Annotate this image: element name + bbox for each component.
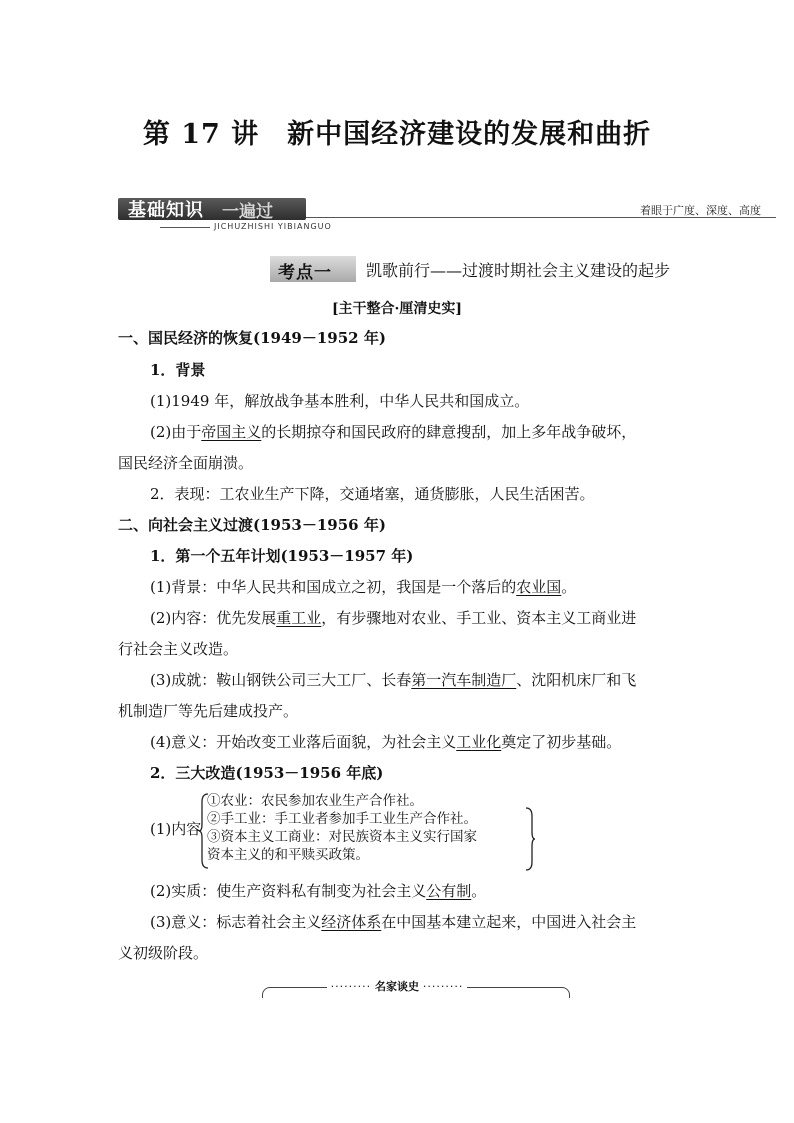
text-span: (1)背景：中华人民共和国成立之初，我国是一个落后的 — [150, 578, 517, 596]
sec2-item1-heading: 1．第一个五年计划(1953－1957 年) — [150, 547, 414, 565]
brace-item-commerce: ③资本主义工商业：对民族资本主义实行国家 — [207, 829, 477, 845]
sec1-item1-heading: 1．背景 — [150, 361, 206, 379]
underlined-term: 农业国 — [516, 578, 562, 596]
sec1-paragraph2-cont: 国民经济全面崩溃。 — [118, 454, 254, 472]
right-brace-icon — [524, 806, 536, 872]
subheading: [主干整合·厘清史实] — [331, 301, 463, 317]
underlined-term: 公有制 — [426, 882, 472, 900]
text-span: 。 — [471, 882, 487, 900]
section1-heading: 一、国民经济的恢复(1949－1952 年) — [118, 329, 386, 347]
sec2-item2-heading: 2．三大改造(1953－1956 年底) — [150, 764, 384, 782]
reform-essence — [150, 880, 486, 902]
dots-ornament: ········· — [330, 980, 372, 993]
text-span: (3)意义：标志着社会主义 — [150, 913, 322, 931]
brace-item-agriculture: ①农业：农民参加农业生产合作社。 — [207, 793, 423, 809]
plan-content-cont: 行社会主义改造。 — [118, 640, 239, 658]
text-span: (2)实质：使生产资料私有制变为社会主义 — [150, 882, 427, 900]
sec1-paragraph2 — [150, 421, 636, 443]
footer-section-label — [0, 978, 794, 994]
underlined-term: 第一汽车制造厂 — [411, 671, 517, 689]
text-span: (2)由于 — [150, 423, 202, 441]
kaodian-title: 凯歌前行——过渡时期社会主义建设的起步 — [366, 261, 671, 280]
text-span: (3)成就：鞍山钢铁公司三大工厂、长春 — [150, 671, 412, 689]
sec1-paragraph1: (1)1949 年，解放战争基本胜利，中华人民共和国成立。 — [150, 392, 530, 410]
text-span: 、沈阳机床厂和飞 — [516, 671, 637, 689]
sec1-paragraph3: 2．表现：工农业生产下降，交通堵塞，通货膨胀，人民生活困苦。 — [150, 485, 595, 503]
brace-item-commerce-cont: 资本主义的和平赎买政策。 — [207, 847, 369, 863]
kaodian-label: 考点一 — [278, 263, 332, 283]
plan-content — [150, 607, 636, 629]
text-span: 在中国基本建立起来，中国进入社会主 — [381, 913, 637, 931]
plan-achievement-cont: 机制造厂等先后建成投产。 — [118, 702, 299, 720]
text-span: (4)意义：开始改变工业落后面貌，为社会主义 — [150, 733, 457, 751]
underlined-term: 重工业 — [276, 609, 322, 627]
footer-label-text: 名家谈史 — [375, 980, 419, 993]
dots-ornament: ········· — [422, 980, 464, 993]
underlined-term: 工业化 — [456, 733, 502, 751]
banner-sub-label: 一遍过 — [222, 202, 273, 222]
page-title: 第 17 讲 新中国经济建设的发展和曲折 — [142, 119, 652, 150]
pinyin-divider — [160, 227, 210, 228]
brace-label: (1)内容 — [150, 820, 202, 838]
reform-significance-cont: 义初级阶段。 — [118, 944, 209, 962]
text-span: ，有步骤地对农业、手工业、资本主义工商业进 — [321, 609, 637, 627]
brace-item-handicraft: ②手工业：手工业者参加手工业生产合作社。 — [207, 811, 477, 827]
plan-background — [150, 576, 576, 598]
text-span: 。 — [561, 578, 577, 596]
underlined-term: 经济体系 — [321, 913, 382, 931]
text-span: 的长期掠夺和国民政府的肆意搜刮，加上多年战争破坏， — [261, 423, 637, 441]
banner-tagline: 着眼于广度、深度、高度 — [640, 204, 761, 217]
banner-main-label: 基础知识 — [128, 200, 204, 221]
banner-pinyin: JICHUZHISHI YIBIANGUO — [214, 222, 332, 231]
underlined-term: 帝国主义 — [201, 423, 262, 441]
section2-heading: 二、向社会主义过渡(1953－1956 年) — [118, 516, 386, 534]
text-span: (2)内容：优先发展 — [150, 609, 277, 627]
plan-achievement — [150, 669, 636, 691]
plan-significance — [150, 731, 621, 753]
reform-significance — [150, 911, 636, 933]
text-span: 奠定了初步基础。 — [501, 733, 622, 751]
